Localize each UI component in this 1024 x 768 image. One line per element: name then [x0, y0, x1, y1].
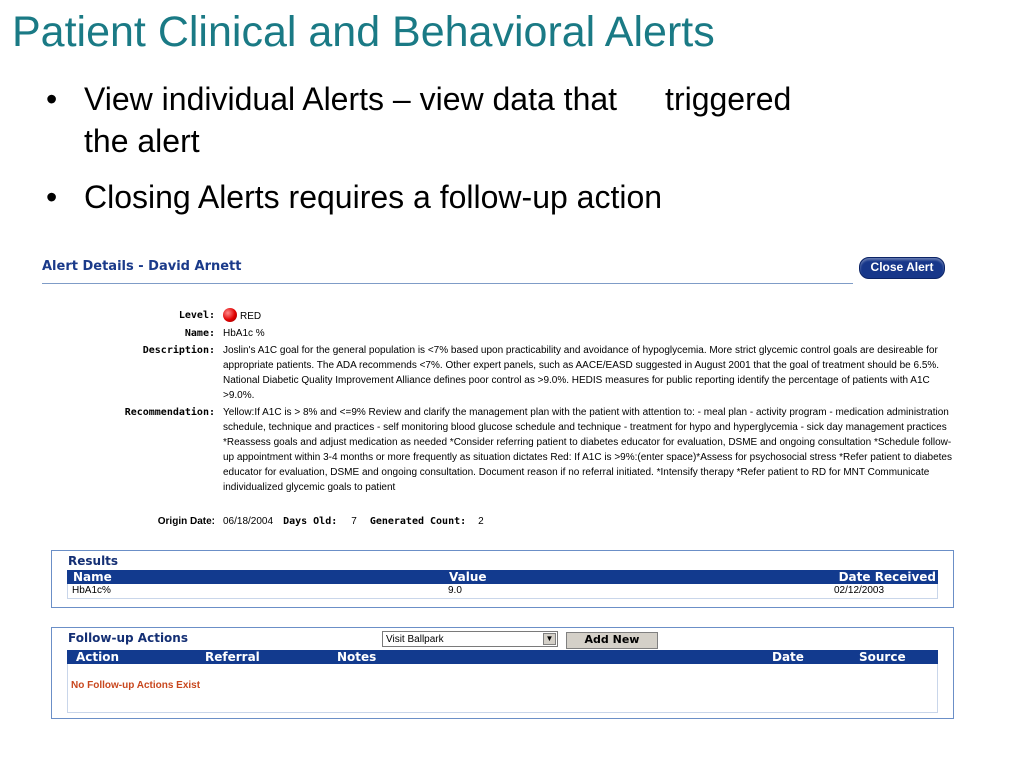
recommendation-value: Yellow:If A1C is > 8% and <=9% Review and clarify the management plan with the patient with attention to: - meal plan - activity program - medication administration schedule, technique and practices - self monitoring blood glucose schedule and technique - treatment for hypo and hyperglycemia - sick day management practices *Reassess goals and adjust medication as needed *Consider referring patient to diabetes educator for evaluation, DSME and ongoing consultation *Schedule follow-up appointment within 3-4 months or more frequently as situation dictates Red: If A1C is >9%:(enter space)*Assess for psychosocial stress *Refer patient to diabetes educator for evaluation, DSME and ongoing consultation. Document reason if no referral initiated. *Intensify therapy *Refer patient to RD for MNT Communicate individualized glycemic goals to patient	[223, 407, 952, 493]
recommendation-row	[60, 405, 960, 495]
name-value: HbA1c %	[223, 328, 265, 339]
column-date: Date	[772, 650, 804, 664]
result-value: 9.0	[448, 585, 462, 596]
generated-count-value: 2	[478, 516, 484, 527]
bullet-text: View individual Alerts – view data that	[84, 81, 618, 117]
generated-count-label: Generated Count:	[369, 516, 467, 527]
results-panel	[51, 550, 954, 608]
add-new-button[interactable]: Add New	[566, 632, 658, 649]
recommendation-label: Recommendation:	[124, 407, 215, 418]
bullet-item	[42, 78, 982, 162]
bullet-dot-icon: •	[46, 179, 58, 215]
alert-details-header: Alert Details - David Arnett	[42, 259, 242, 274]
column-date-received: Date Received	[838, 570, 936, 584]
days-old-value: 7	[351, 516, 357, 527]
origin-date-value: 06/18/2004	[223, 516, 274, 527]
name-row	[60, 326, 960, 341]
followup-panel	[51, 627, 954, 719]
action-select[interactable]	[382, 631, 558, 647]
result-date: 02/12/2003	[834, 585, 885, 596]
empty-message: No Follow-up Actions Exist	[71, 680, 201, 691]
bullet-list	[42, 78, 982, 232]
result-name: HbA1c%	[72, 585, 111, 596]
bullet-item	[42, 176, 982, 218]
origin-row	[60, 516, 484, 527]
column-referral: Referral	[205, 650, 260, 664]
alert-details	[60, 308, 960, 497]
column-action: Action	[76, 650, 120, 664]
days-old-label: Days Old:	[283, 516, 338, 527]
bullet-dot-icon: •	[46, 81, 58, 117]
results-title: Results	[68, 554, 119, 568]
column-name: Name	[73, 570, 112, 584]
close-alert-button[interactable]: Close Alert	[859, 257, 945, 279]
followup-header	[67, 650, 938, 664]
bullet-text-wrap: the alert	[84, 123, 200, 159]
name-label: Name:	[184, 328, 215, 339]
results-header	[67, 570, 938, 584]
column-value: Value	[449, 570, 487, 584]
select-value: Visit Ballpark	[386, 634, 444, 645]
level-value: RED	[240, 311, 262, 322]
dropdown-arrow-icon[interactable]: ▼	[543, 633, 556, 645]
red-status-icon	[223, 308, 237, 322]
table-row[interactable]	[67, 584, 938, 599]
description-label: Description:	[142, 345, 215, 356]
level-row	[60, 308, 960, 324]
description-value: Joslin's A1C goal for the general population is <7% based upon practicability and avoidance of hypoglycemia. More strict glycemic control goals are desireable for appropriate patients. The ADA recommends <7%. Other expert panels, such as AACE/EASD suggested in August 2001 that the goal of treatment should be 6.5%. National Diabetic Quality Improvement Alliance defines poor control as >9.0%. HEDIS measures for public reporting identify the percentage of patients with A1C >9.0%.	[223, 345, 940, 401]
header-divider	[42, 283, 853, 284]
level-label: Level:	[178, 310, 215, 321]
bullet-text: Closing Alerts requires a follow-up action	[84, 179, 663, 215]
followup-list	[67, 664, 938, 713]
bullet-text-continued: triggered	[665, 81, 792, 117]
column-notes: Notes	[337, 650, 377, 664]
followup-title: Follow-up Actions	[68, 631, 188, 645]
origin-date-label: Origin Date:	[157, 516, 215, 527]
slide-title: Patient Clinical and Behavioral Alerts	[12, 8, 715, 56]
description-row	[60, 343, 960, 403]
column-source: Source	[859, 650, 906, 664]
